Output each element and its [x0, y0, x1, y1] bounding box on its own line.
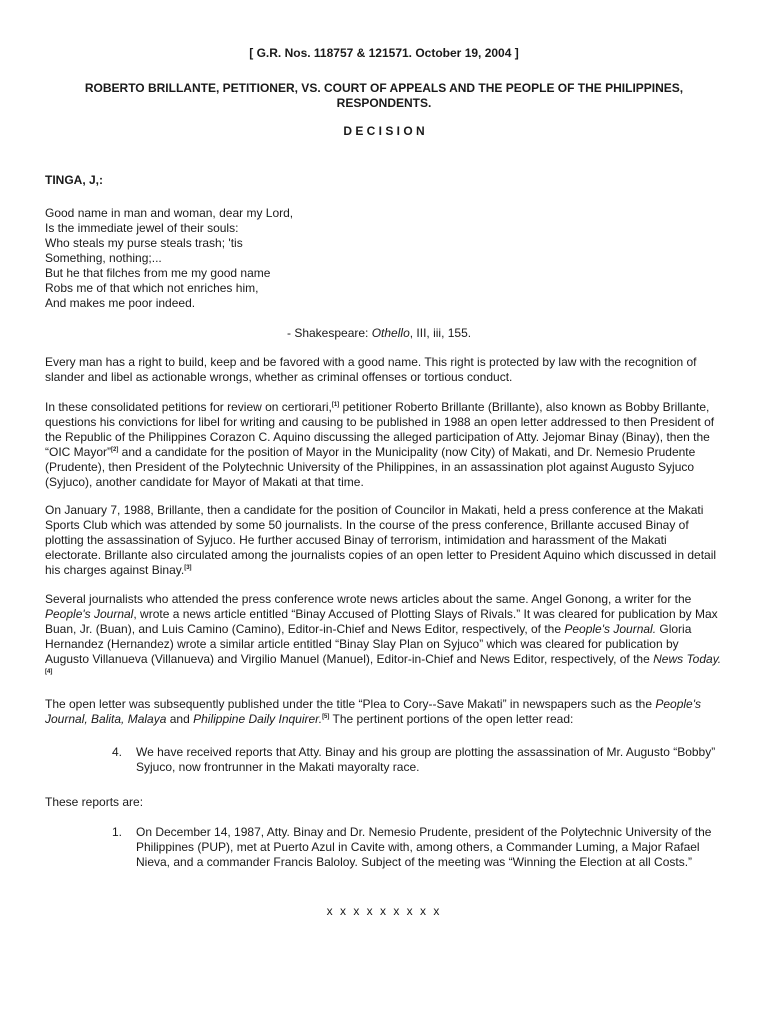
decision-heading: D E C I S I O N — [343, 124, 425, 138]
case-title-line-1: ROBERTO BRILLANTE, PETITIONER, VS. COURT OF APPEALS AND THE PEOPLE OF THE PHILIPPINES, — [84, 81, 684, 95]
poem-line: Is the immediate jewel of their souls: — [45, 221, 239, 235]
footnote-ref[interactable]: [5] — [322, 714, 330, 720]
omission-separator: x x x x x x x x x — [326, 904, 442, 918]
paragraph-petitions: In these consolidated petitions for review on certiorari,[1] petitioner Roberto Brillante (Brillante), also known as Bobby Brillante, questions his convictions for libel for writing and causing to be published in 1988 an open letter addressed to then President of the Republic of the Philippines Corazon C. Aquino discussing the alleged participation of Atty. Jejomar Binay (Binay), then the “OIC Mayor”[2] and a candidate for the position of Mayor in the Municipality (now City) of Makati, and Dr. Nemesio Prudente (Prudente), then President of the Polytechnic University of the Philippines, in an assassination plot against Augusto Syjuco (Syjuco), another candidate for Mayor of Makati at that time. — [45, 400, 715, 489]
list-text: We have received reports that Atty. Binay and his group are plotting the assassination of Mr. Augusto “Bobby” Syjuco, now frontrunner in the Makati mayoralty race. — [136, 745, 716, 774]
paragraph-intro: Every man has a right to build, keep and be favored with a good name. This right is protected by law with the recognition of slander and libel as actionable wrongs, whether as criminal offenses or tortious conduct. — [45, 355, 697, 384]
paragraph-news-articles: Several journalists who attended the press conference wrote news articles about the same. Angel Gonong, a writer for the People's Journal, wrote a news article entitled “Binay Accused of Plotting Slays of Rivals.” It was cleared for publication by Max Buan, Jr. (Buan), and Luis Camino (Camino), Editor-in-Chief and News Editor, respectively, of the People's Journal. Gloria Hernandez (Hernandez) wrote a similar article entitled “Binay Slay Plan on Syjuco” which was cleared for publication by Augusto Villanueva (Villanueva) and Virgilio Manuel (Manuel), Editor-in-Chief and News Editor, respectively, of the News Today.[4] — [45, 592, 722, 675]
footnote-ref[interactable]: [2] — [111, 447, 119, 453]
paragraph-press-conference: On January 7, 1988, Brillante, then a candidate for the position of Councilor in Makati, held a press conference at the Makati Sports Club which was attended by some 50 journalists. In the course of the press conference, Brillante accused Binay of plotting the assassination of Syjuco. He further accused Binay of terrorism, intimidation and harassment of the Makati electorate. Brillante also circulated among the journalists copies of an open letter to President Aquino which discussed in detail his charges against Binay.[3] — [45, 503, 717, 577]
paragraph-open-letter: The open letter was subsequently published under the title “Plea to Cory--Save Makati” in newspapers such as the People's Journal, Balita, Malaya and Philippine Daily Inquirer.[5] The pertinent portions of the open letter read: — [45, 697, 701, 726]
list-number: 4. — [112, 745, 123, 759]
case-title-line-2: RESPONDENTS. — [336, 96, 432, 110]
reports-label: These reports are: — [45, 795, 144, 809]
footnote-ref[interactable]: [4] — [45, 669, 53, 675]
poem-line: Who steals my purse steals trash; 'tis — [45, 236, 243, 250]
case-number: [ G.R. Nos. 118757 & 121571. October 19, 2004 ] — [249, 46, 519, 60]
list-number: 1. — [112, 825, 123, 839]
poem-line: But he that filches from me my good name — [45, 266, 271, 280]
list-text: On December 14, 1987, Atty. Binay and Dr. Nemesio Prudente, president of the Polytechnic University of the Philippines (PUP), met at Puerto Azul in Cavite with, among others, a Commander Luming, a Major Rafael Nieva, and a commander Francis Baloloy. Subject of the meeting was “Winning the Election at all Costs.” — [136, 825, 712, 869]
quoted-item-1 — [0, 825, 768, 887]
ponente: TINGA, J,: — [45, 173, 104, 187]
footnote-ref[interactable]: [3] — [184, 565, 192, 571]
poem-line: Something, nothing;... — [45, 251, 162, 265]
poem-line: Good name in man and woman, dear my Lord, — [45, 206, 294, 220]
epigraph-attribution: - Shakespeare: Othello, III, iii, 155. — [287, 326, 472, 340]
epigraph-poem — [45, 206, 545, 311]
quoted-item-4 — [0, 745, 768, 777]
poem-line: Robs me of that which not enriches him, — [45, 281, 259, 295]
poem-line: And makes me poor indeed. — [45, 296, 196, 310]
footnote-ref[interactable]: [1] — [331, 402, 340, 408]
